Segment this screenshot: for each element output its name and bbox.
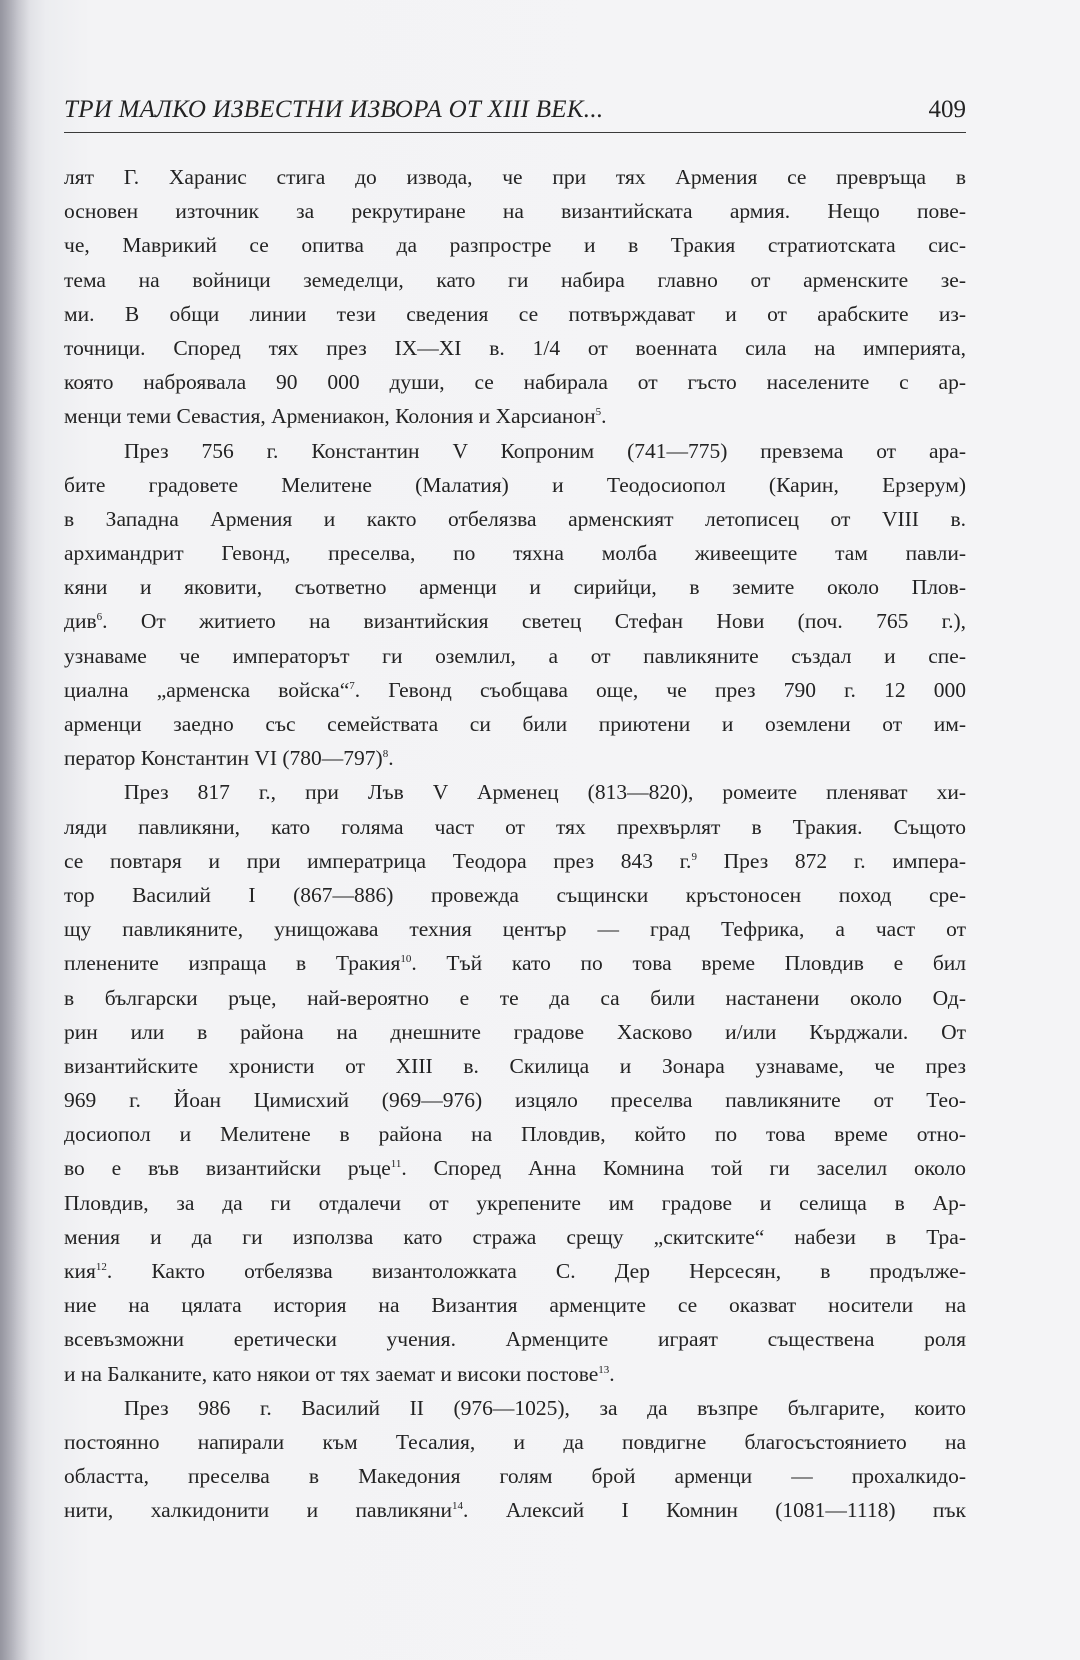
text-line: бите градовете Мелитене (Малатия) и Теодосиопол (Карин, Ерзерум) [64, 472, 966, 497]
text-line: в български ръце, най-вероятно е те да са били настанени около Од- [64, 985, 966, 1010]
text-line: щу павликяните, унищожава техния център — град Тефрика, а част от [64, 917, 966, 942]
text-line: досиопол и Мелитене в района на Пловдив, който по това време отно- [64, 1122, 966, 1147]
text-line: и на Балканите, като някои от тях заемат и високи постове$^{13}$. [64, 1361, 615, 1386]
text-line: ператор Константин VI (780—797)$^8$. [64, 746, 394, 771]
footnote-ref: 13 [598, 1363, 610, 1376]
running-header [64, 92, 966, 133]
text-line: арменци заедно със семействата си били приютени и оземлени от им- [64, 712, 966, 736]
text-line: областта, преселва в Македония голям брой арменци — прохалкидо- [64, 1464, 966, 1489]
footnote-ref: 14 [452, 1500, 464, 1513]
text-line: пленените изпраща в Тракия$^{10}$. Тъй като по това време Пловдив е бил [64, 951, 966, 976]
text-line: архимандрит Гевонд, преселва, по тяхна молба живеещите там павли- [64, 541, 966, 566]
text-line: византийските хронисти от XIII в. Скилица и Зонара узнаваме, че през [64, 1053, 966, 1078]
page-number: 409 [928, 96, 966, 123]
text-line: узнаваме че императорът ги оземлил, а от павликяните създал и спе- [64, 643, 966, 668]
text-line: 969 г. Йоан Цимисхий (969—976) изцяло преселва павликяните от Тео- [64, 1088, 966, 1113]
footnote-ref: 8 [382, 748, 389, 761]
footnote-ref: 11 [390, 1158, 402, 1171]
running-title: ТРИ МАЛКО ИЗВЕСТНИ ИЗВОРА ОТ XIII ВЕК... [64, 96, 604, 123]
paragraph-first-line: През 986 г. Василий II (976—1025), за да възпре българите, които [124, 1395, 966, 1420]
text-line: ляди павликяни, като голяма част от тях прехвърлят в Тракия. Същото [64, 814, 966, 839]
text-line: точници. Според тях през IX—XI в. 1/4 от военната сила на империята, [64, 335, 966, 360]
text-line: основен източник за рекрутиране на византийската армия. Нещо пове- [64, 199, 966, 224]
footnote-ref: 10 [400, 953, 412, 966]
text-line: менци теми Севастия, Армениакон, Колония и Харсианон$^5$. [64, 404, 607, 429]
text-line: кия$^{12}$. Както отбелязва византоложката С. Дер Нерсесян, в продълже- [64, 1259, 966, 1283]
footnote-ref: 7 [349, 679, 355, 692]
footnote-ref: 6 [96, 611, 103, 624]
footnote-ref: 5 [595, 406, 602, 419]
body-text [64, 160, 966, 1528]
text-line: во е във византийски ръце$^{11}$. Според Анна Комнина той ги заселил около [64, 1156, 966, 1181]
text-line: която наброявала 90 000 души, се набирала от гъсто населените с ар- [64, 370, 966, 395]
text-line: постоянно напирали към Тесалия, и да повдигне благосъстоянието на [64, 1429, 966, 1454]
text-line: лят Г. Харанис стига до извода, че при тях Армения се превръща в [64, 165, 966, 189]
spine-shadow [0, 0, 30, 1660]
paragraph-first-line: През 817 г., при Лъв V Арменец (813—820), ромеите пленяват хи- [124, 780, 966, 805]
text-line: се повтаря и при императрица Теодора през 843 г.$^9$ През 872 г. импера- [64, 848, 966, 873]
text-line: рин или в района на днешните градове Хасково и/или Кърджали. От [64, 1019, 966, 1044]
text-line: див$^6$. От житието на византийския светец Стефан Нови (поч. 765 г.), [64, 609, 966, 634]
text-line: ние на цялата история на Византия арменците се оказват носители на [64, 1293, 966, 1318]
text-line: ми. В общи линии тези сведения се потвърждават и от арабските из- [64, 301, 966, 326]
text-line: тема на войници земеделци, като ги набира главно от арменските зе- [64, 267, 966, 292]
text-line: всевъзможни еретически учения. Арменците играят съществена роля [64, 1327, 966, 1352]
footnote-ref: 12 [95, 1260, 107, 1273]
text-line: че, Маврикий се опитва да разпростре и в Тракия стратиотската сис- [64, 233, 966, 258]
text-line: кяни и яковити, съответно арменци и сирийци, в земите около Плов- [64, 575, 966, 600]
text-line: в Западна Армения и както отбелязва арменският летописец от VIII в. [64, 506, 966, 531]
paragraph-first-line: През 756 г. Константин V Копроним (741—775) превзема от ара- [124, 438, 966, 463]
text-line: циална „арменска войска“$^7$. Гевонд съобщава още, че през 790 г. 12 000 [64, 677, 966, 702]
text-line: нити, халкидонити и павликяни$^{14}$. Алексий I Комнин (1081—1118) пък [64, 1498, 966, 1523]
text-line: мения и да ги използва като стража срещу „скитските“ набези в Тра- [64, 1224, 966, 1249]
text-line: тор Василий I (867—886) провежда същински кръстоносен поход сре- [64, 882, 966, 907]
text-line: Пловдив, за да ги отдалечи от укрепените им градове и селища в Ар- [64, 1190, 966, 1215]
footnote-ref: 9 [691, 850, 697, 863]
